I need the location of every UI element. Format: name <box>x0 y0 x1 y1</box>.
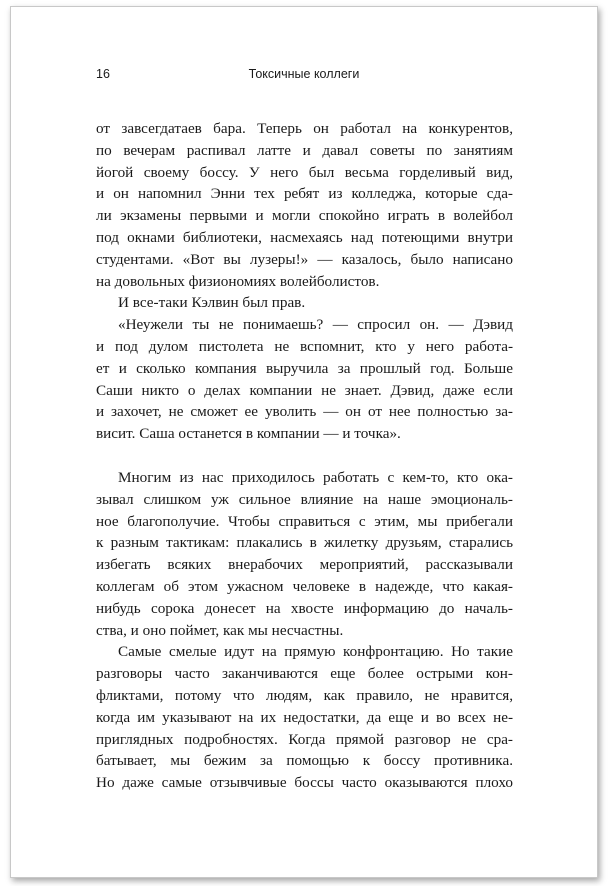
section-break <box>96 445 513 467</box>
paragraph <box>96 467 513 641</box>
text-line: под окнами библиотеки, насмехаясь над потеющими внутри <box>96 228 513 246</box>
paragraph <box>96 118 513 292</box>
body-text <box>96 118 513 794</box>
text-line: Но даже самые отзывчивые боссы часто оказываются плохо <box>96 774 513 792</box>
text-line: фликтами, потому что людям, как правило, не нравится, <box>96 686 513 704</box>
page-header <box>11 67 597 85</box>
paragraph <box>96 292 513 314</box>
text-line: и он напомнил Энни тех ребят из колледжа, которые сда- <box>96 185 513 203</box>
text-line: на довольных физиономиях волейболистов. <box>96 272 380 290</box>
text-line: нибудь сорока донесет на хвосте информацию до началь- <box>96 599 513 617</box>
text-line: студентами. «Вот вы лузеры!» — казалось, было написано <box>96 250 513 268</box>
text-line: когда им указывают на их недостатки, да еще и во всех не- <box>96 708 513 726</box>
text-line: избегать всяких внерабочих мероприятий, рассказывали <box>96 556 513 574</box>
text-line: приглядных подробностях. Когда прямой разговор не сра- <box>96 730 513 748</box>
page-number: 16 <box>96 67 110 81</box>
paragraph <box>96 641 513 794</box>
text-line: и захочет, не сможет ее уволить — он от нее полностью за- <box>96 403 513 421</box>
text-line: к разным тактикам: плакались в жилетку друзьям, старались <box>96 534 513 552</box>
text-line: ли экзамены первыми и могли спокойно играть в волейбол <box>96 207 513 225</box>
book-page <box>10 6 598 878</box>
text-line: зывал слишком уж сильное влияние на наше эмоциональ- <box>96 490 513 508</box>
text-line: коллегам об этом ужасном человеке в надежде, что какая- <box>96 577 513 595</box>
text-line: Многим из нас приходилось работать с кем-то, кто ока- <box>118 468 513 486</box>
text-line: Самые смелые идут на прямую конфронтацию. Но такие <box>118 643 513 661</box>
text-line: ное благополучие. Чтобы справиться с этим, мы прибегали <box>96 512 513 530</box>
running-title: Токсичные коллеги <box>248 67 360 81</box>
text-line: И все-таки Кэлвин был прав. <box>118 294 306 312</box>
text-line: йогой своему боссу. У него был весьма горделивый вид, <box>96 163 513 181</box>
text-line: батывает, мы бежим за помощью к боссу противника. <box>96 752 513 770</box>
text-line: Саши никто о делах компании не знает. Дэвид, даже если <box>96 381 513 399</box>
text-line: ет и сколько компания выручила за прошлый год. Больше <box>96 359 513 377</box>
paragraph <box>96 314 513 445</box>
text-line: ства, и оно поймет, как мы несчастны. <box>96 621 344 639</box>
text-line: от завсегдатаев бара. Теперь он работал на конкурентов, <box>96 120 513 137</box>
text-line: по вечерам распивал латте и давал советы по занятиям <box>96 141 513 159</box>
text-line: разговоры часто заканчиваются еще более острыми кон- <box>96 665 513 683</box>
text-line: «Неужели ты не понимаешь? — спросил он. — Дэвид <box>118 316 513 334</box>
text-line: и под дулом пистолета не вспомнит, кто у него работа- <box>96 337 513 355</box>
text-line: висит. Саша останется в компании — и точка». <box>96 425 401 443</box>
